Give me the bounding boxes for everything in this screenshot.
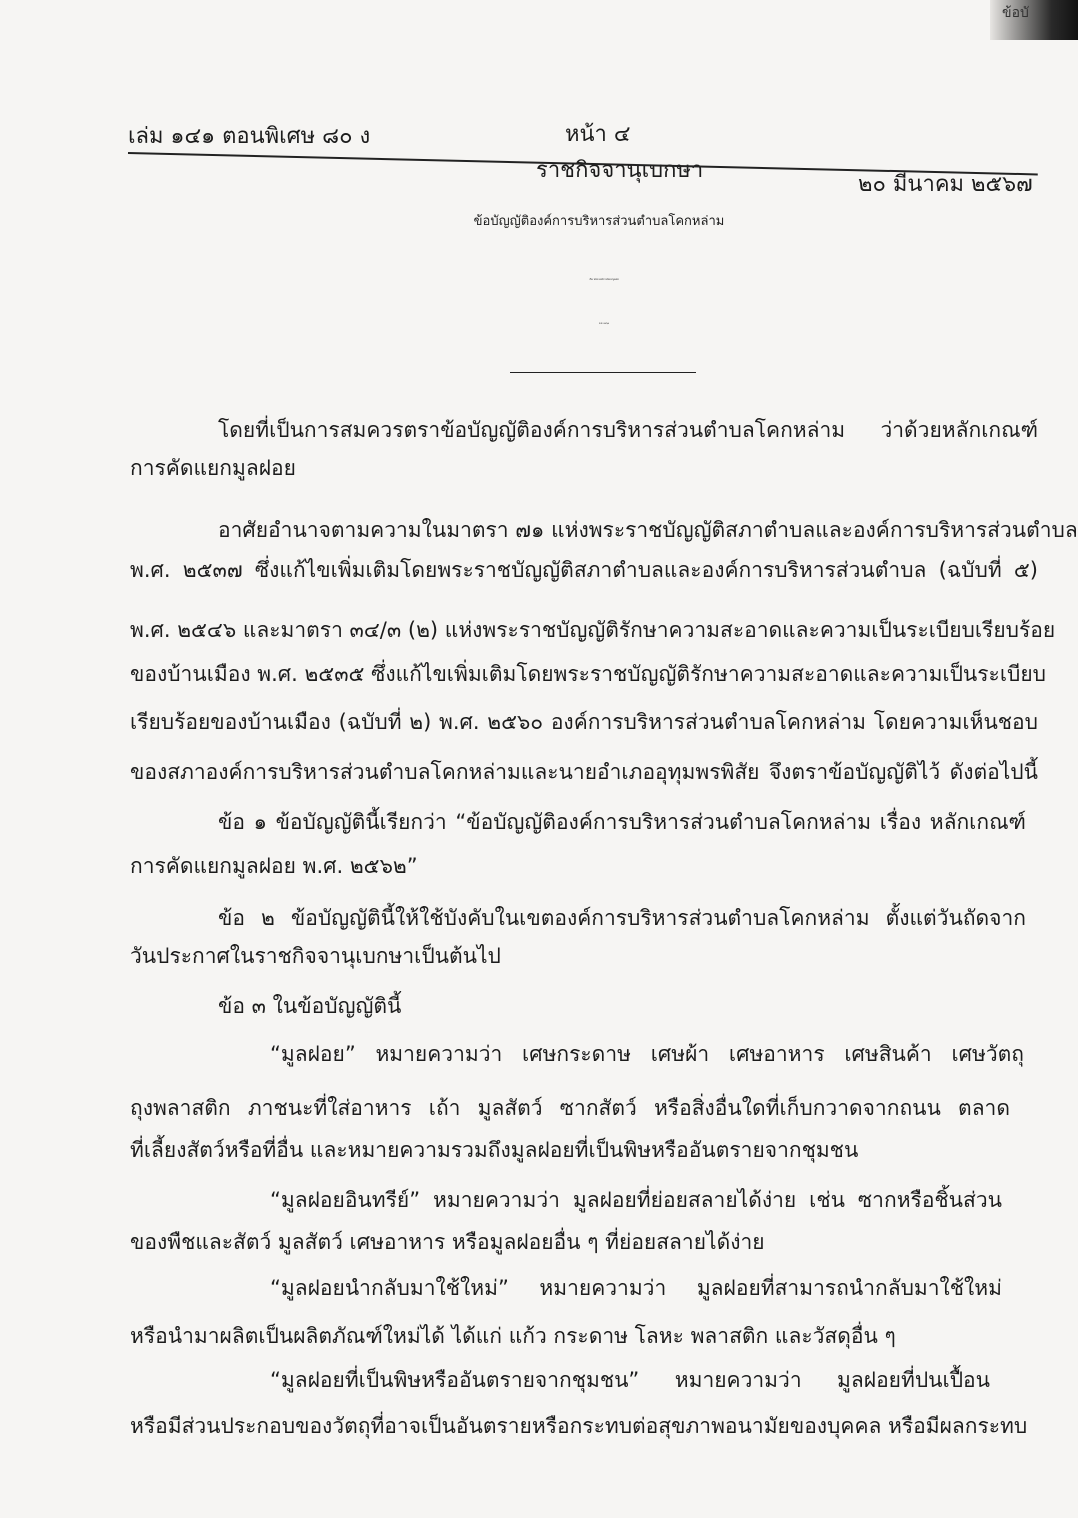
body-line: ถุงพลาสติก ภาชนะที่ใส่อาหาร เถ้า มูลสัตว์ ซากสัตว์ หรือสิ่งอื่นใดที่เก็บกวาดจากถนน ตลาด <box>130 1096 1010 1120</box>
body-line: อาศัยอำนาจตามความในมาตรา ๗๑ แห่งพระราชบัญญัติสภาตำบลและองค์การบริหารส่วนตำบล <box>218 518 1078 542</box>
page-edge-shadow <box>990 0 1078 40</box>
body-line: ของบ้านเมือง พ.ศ. ๒๕๓๕ ซึ่งแก้ไขเพิ่มเติมโดยพระราชบัญญัติรักษาความสะอาดและความเป็นระเบียบ <box>130 662 1046 686</box>
document-subject: เรื่อง หลักเกณฑ์การคัดแยกมูลฝอย <box>589 279 619 281</box>
body-line: ของพืชและสัตว์ มูลสัตว์ เศษอาหาร หรือมูลฝอยอื่น ๆ ที่ย่อยสลายได้ง่าย <box>130 1230 765 1254</box>
body-line: วันประกาศในราชกิจจานุเบกษาเป็นต้นไป <box>130 944 501 968</box>
body-line: พ.ศ. ๒๕๔๖ และมาตรา ๓๔/๓ (๒) แห่งพระราชบัญญัติรักษาความสะอาดและความเป็นระเบียบเรียบร้อย <box>130 618 1056 642</box>
body-line: ข้อ ๑ ข้อบัญญัตินี้เรียกว่า “ข้อบัญญัติองค์การบริหารส่วนตำบลโคกหล่าม เรื่อง หลักเกณฑ์ <box>218 810 1026 834</box>
body-line: การคัดแยกมูลฝอย พ.ศ. ๒๕๖๒” <box>130 854 418 878</box>
document-year: พ.ศ. ๒๕๖๒ <box>599 323 609 325</box>
body-line: “มูลฝอยอินทรีย์” หมายความว่า มูลฝอยที่ย่อยสลายได้ง่าย เช่น ซากหรือชิ้นส่วน <box>270 1188 1002 1212</box>
gazette-name: ราชกิจจานุเบกษา <box>536 158 704 183</box>
page-number: หน้า ๔ <box>565 122 631 147</box>
body-line: เรียบร้อยของบ้านเมือง (ฉบับที่ ๒) พ.ศ. ๒๕๖๐ องค์การบริหารส่วนตำบลโคกหล่าม โดยความเห็นชอบ <box>130 710 1038 734</box>
body-line: หรือมีส่วนประกอบของวัตถุที่อาจเป็นอันตรายหรือกระทบต่อสุขภาพอนามัยของบุคคล หรือมีผลกระทบ <box>130 1414 1028 1438</box>
body-line: “มูลฝอย” หมายความว่า เศษกระดาษ เศษผ้า เศษอาหาร เศษสินค้า เศษวัตถุ <box>270 1042 1024 1066</box>
document-title: ข้อบัญญัติองค์การบริหารส่วนตำบลโคกหล่าม <box>473 214 725 229</box>
body-line: หรือนำมาผลิตเป็นผลิตภัณฑ์ใหม่ได้ ได้แก่ แก้ว กระดาษ โลหะ พลาสติก และวัสดุอื่น ๆ <box>130 1324 896 1348</box>
body-line: “มูลฝอยนำกลับมาใช้ใหม่” หมายความว่า มูลฝอยที่สามารถนำกลับมาใช้ใหม่ <box>270 1276 1002 1300</box>
body-line: ที่เลี้ยงสัตว์หรือที่อื่น และหมายความรวมถึงมูลฝอยที่เป็นพิษหรืออันตรายจากชุมชน <box>130 1138 859 1162</box>
body-line: โดยที่เป็นการสมควรตราข้อบัญญัติองค์การบริหารส่วนตำบลโคกหล่าม ว่าด้วยหลักเกณฑ์ <box>218 418 1038 442</box>
body-line: ของสภาองค์การบริหารส่วนตำบลโคกหล่ามและนายอำเภออุทุมพรพิสัย จึงตราข้อบัญญัติไว้ ดังต่อไปนี้ <box>130 760 1038 784</box>
corner-text: ข้อบั <box>1002 5 1029 21</box>
title-divider <box>510 372 696 373</box>
body-line: “มูลฝอยที่เป็นพิษหรืออันตรายจากชุมชน” หมายความว่า มูลฝอยที่ปนเปื้อน <box>270 1368 990 1392</box>
body-line: การคัดแยกมูลฝอย <box>130 456 296 480</box>
body-line: พ.ศ. ๒๕๓๗ ซึ่งแก้ไขเพิ่มเติมโดยพระราชบัญญัติสภาตำบลและองค์การบริหารส่วนตำบล (ฉบับที่ ๕) <box>130 558 1038 582</box>
body-line: ข้อ ๒ ข้อบัญญัตินี้ให้ใช้บังคับในเขตองค์การบริหารส่วนตำบลโคกหล่าม ตั้งแต่วันถัดจาก <box>218 906 1026 930</box>
publication-date: ๒๐ มีนาคม ๒๕๖๗ <box>858 172 1033 197</box>
body-line: ข้อ ๓ ในข้อบัญญัตินี้ <box>218 994 402 1018</box>
issue-number: เล่ม ๑๔๑ ตอนพิเศษ ๘๐ ง <box>128 124 371 149</box>
